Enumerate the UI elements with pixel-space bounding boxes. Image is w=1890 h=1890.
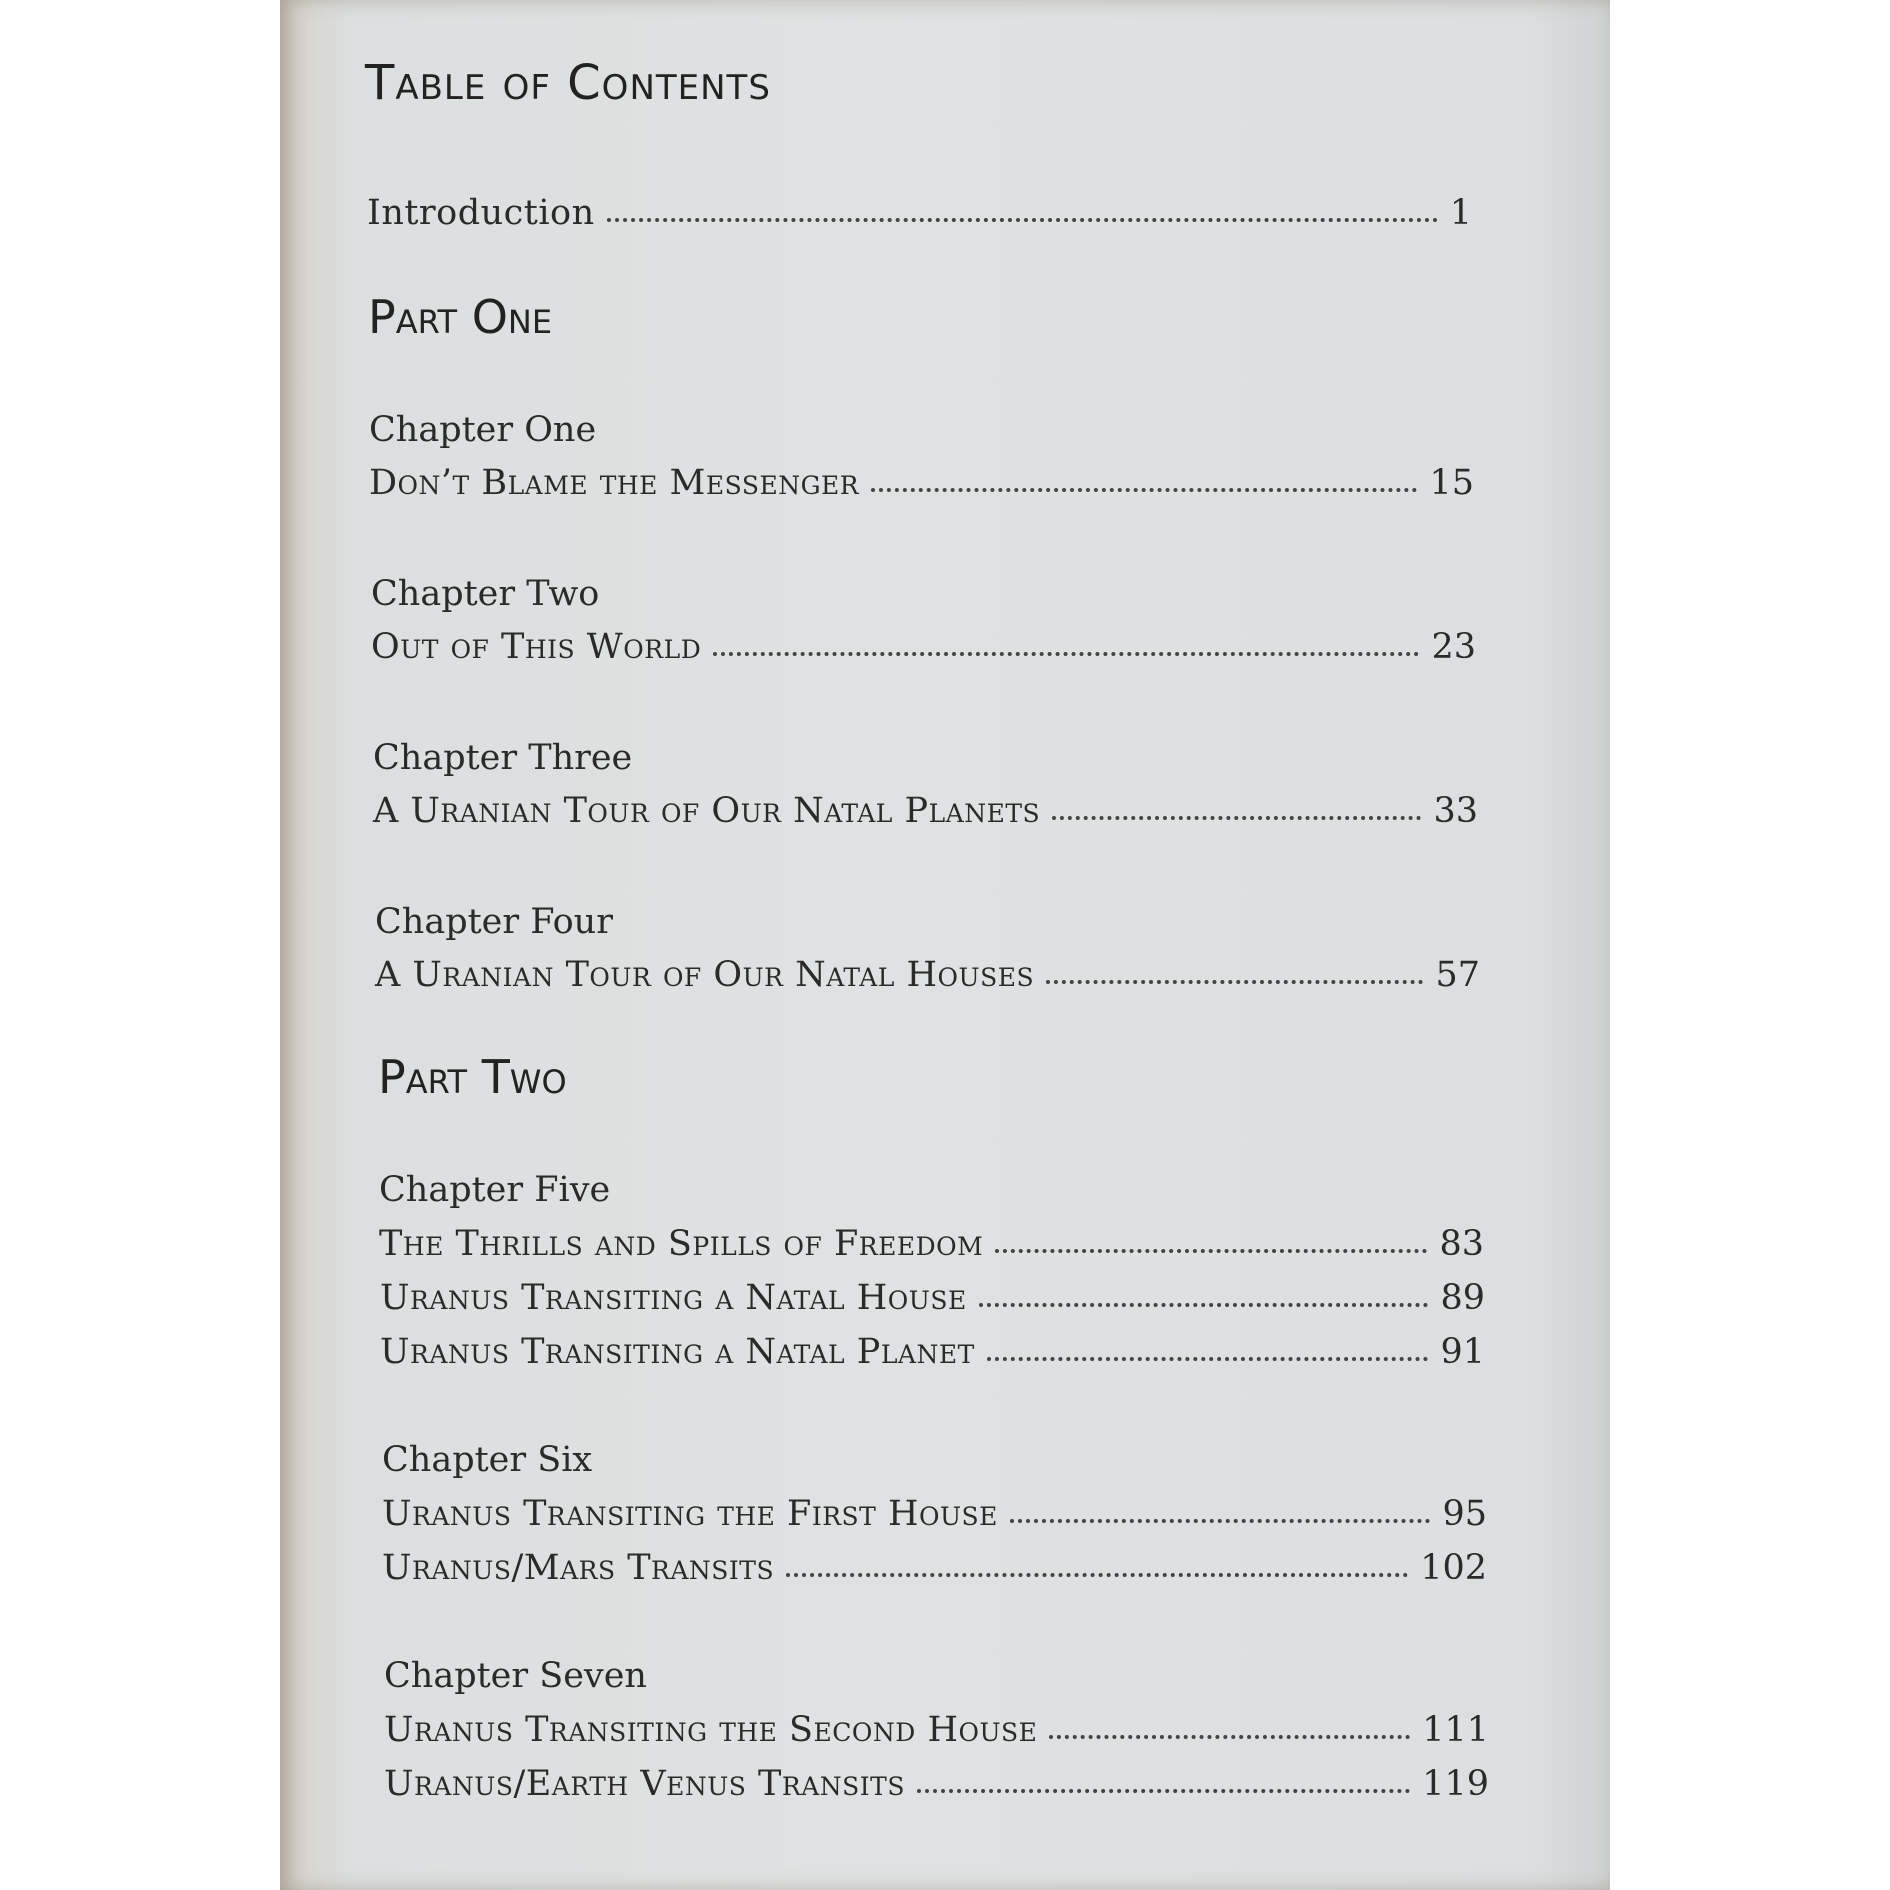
dot-leader xyxy=(995,1249,1427,1253)
toc-entry-title: A Uranian Tour of Our Natal Houses xyxy=(375,955,1035,995)
toc-entry-title: Uranus Transiting the Second House xyxy=(384,1710,1038,1750)
toc-page-number: 15 xyxy=(1429,463,1474,503)
toc-entry xyxy=(379,1224,1484,1264)
toc-page-number: 1 xyxy=(1449,193,1472,233)
toc-entry-title: Uranus Transiting the First House xyxy=(382,1494,998,1534)
toc-entry-title: A Uranian Tour of Our Natal Planets xyxy=(373,791,1041,831)
dot-leader xyxy=(1049,1735,1410,1739)
dot-leader xyxy=(1052,816,1421,820)
toc-page-number: 57 xyxy=(1435,955,1480,995)
chapter-label: Chapter Six xyxy=(382,1440,593,1480)
book-page xyxy=(280,0,1610,1890)
toc-entry xyxy=(384,1710,1489,1750)
toc-entry xyxy=(380,1278,1485,1318)
toc-entry-title: Uranus/Mars Transits xyxy=(382,1548,775,1588)
toc-entry xyxy=(384,1764,1489,1804)
dot-leader xyxy=(1046,980,1423,984)
chapter-label: Chapter Three xyxy=(373,738,633,778)
dot-leader xyxy=(1010,1519,1431,1523)
dot-leader xyxy=(871,488,1417,492)
toc-entry-title: Don’t Blame the Messenger xyxy=(369,463,860,503)
part-one-heading: Part One xyxy=(368,290,553,344)
part-two-heading: Part Two xyxy=(378,1050,567,1104)
chapter-label: Chapter One xyxy=(369,410,597,450)
toc-page-number: 102 xyxy=(1420,1548,1487,1588)
toc-entry-title: Introduction xyxy=(367,193,595,233)
toc-page-number: 83 xyxy=(1439,1224,1484,1264)
dot-leader xyxy=(979,1303,1429,1307)
toc-entry-title: Out of This World xyxy=(371,627,702,667)
toc-page-number: 95 xyxy=(1442,1494,1487,1534)
toc-page-number: 23 xyxy=(1431,627,1476,667)
toc-page-number: 91 xyxy=(1440,1332,1485,1372)
toc-page-number: 119 xyxy=(1422,1764,1489,1804)
chapter-label: Chapter Five xyxy=(379,1170,611,1210)
toc-entry-introduction xyxy=(367,193,1472,233)
toc-entry-title: Uranus Transiting a Natal Planet xyxy=(380,1332,975,1372)
toc-title: Table of Contents xyxy=(365,55,771,111)
toc-entry xyxy=(382,1494,1487,1534)
dot-leader xyxy=(786,1573,1408,1577)
dot-leader xyxy=(713,652,1419,656)
toc-entry xyxy=(382,1548,1487,1588)
toc-entry xyxy=(371,627,1476,667)
toc-page-number: 33 xyxy=(1433,791,1478,831)
toc-entry xyxy=(380,1332,1485,1372)
dot-leader xyxy=(607,218,1438,222)
toc-entry xyxy=(373,791,1478,831)
toc-page-number: 111 xyxy=(1422,1710,1489,1750)
toc-entry xyxy=(375,955,1480,995)
toc-page-number: 89 xyxy=(1440,1278,1485,1318)
chapter-label: Chapter Two xyxy=(371,574,600,614)
chapter-label: Chapter Seven xyxy=(384,1656,647,1696)
dot-leader xyxy=(987,1357,1429,1361)
toc-entry xyxy=(369,463,1474,503)
toc-entry-title: Uranus/Earth Venus Transits xyxy=(384,1764,905,1804)
toc-entry-title: Uranus Transiting a Natal House xyxy=(380,1278,967,1318)
toc-entry-title: The Thrills and Spills of Freedom xyxy=(379,1224,984,1264)
chapter-label: Chapter Four xyxy=(375,902,613,942)
dot-leader xyxy=(917,1789,1410,1793)
